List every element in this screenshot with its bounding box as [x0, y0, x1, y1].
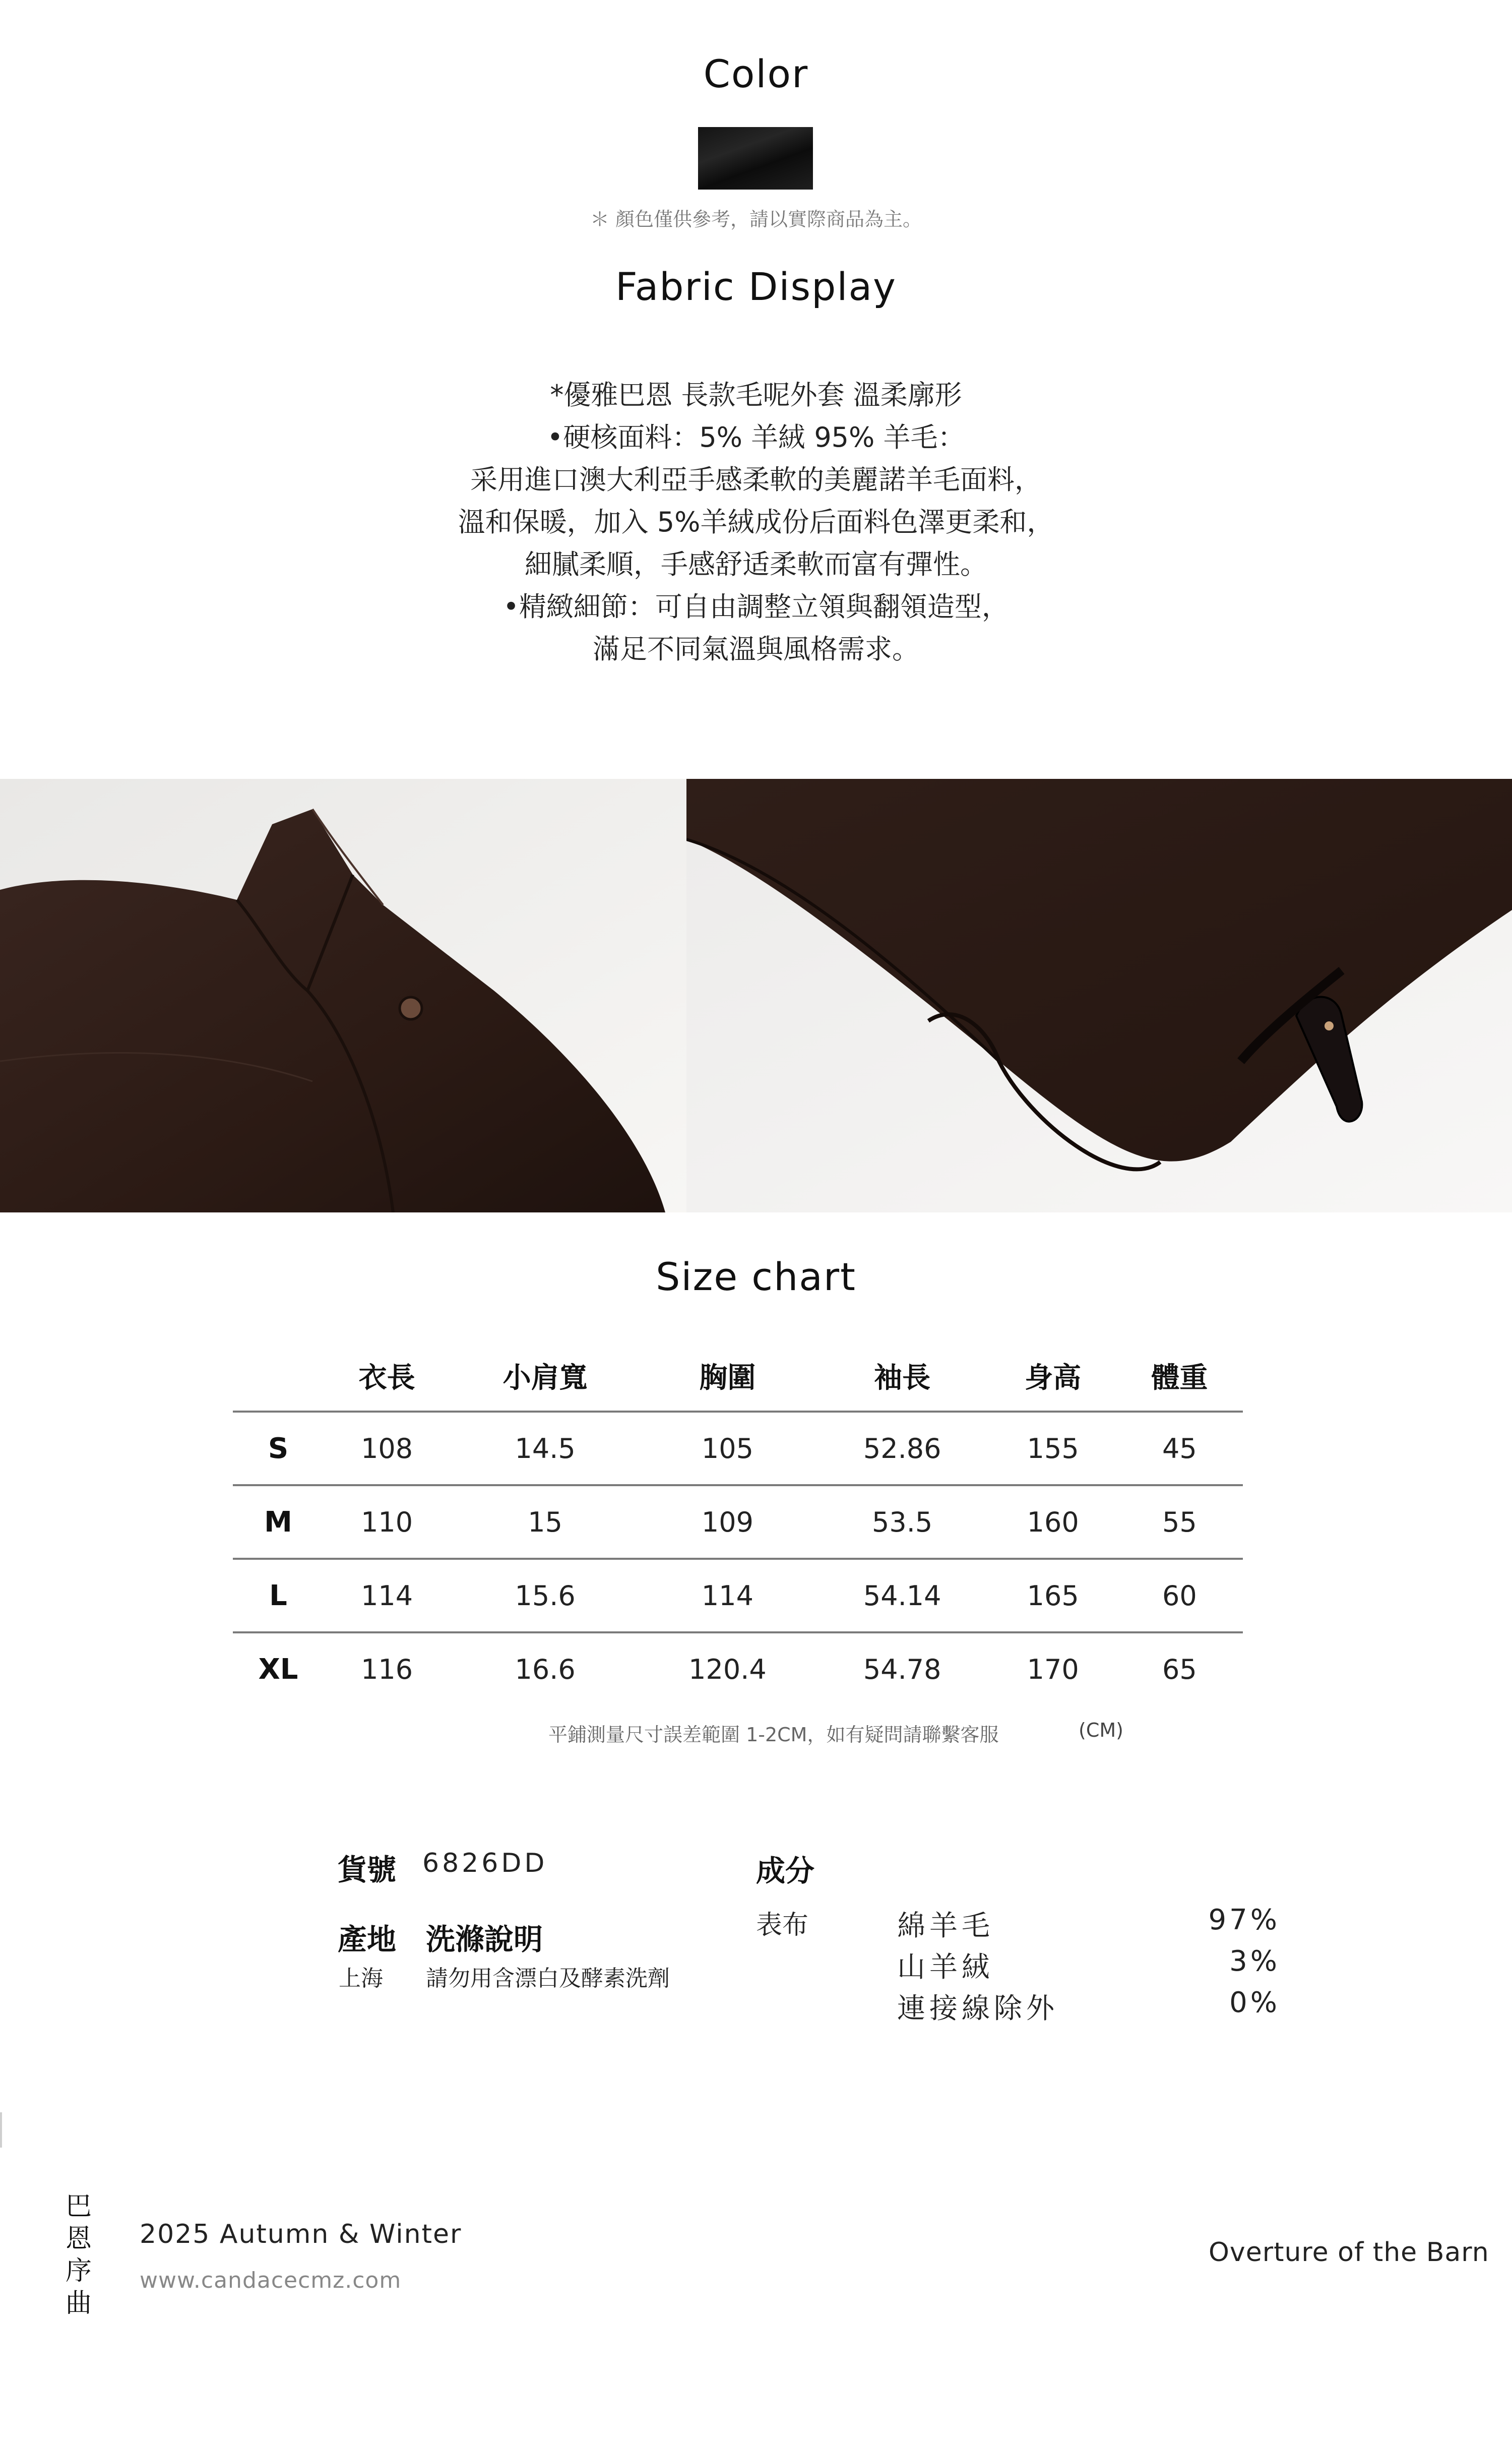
- composition-name: 連接線除外: [897, 1992, 1058, 2025]
- table-cell: 65: [1162, 1653, 1197, 1685]
- table-cell: 45: [1116, 1412, 1243, 1485]
- description-line: 溫和保暖，加入 5%羊絨成份后面料色澤更柔和，: [458, 506, 1054, 538]
- table-cell: 109: [640, 1485, 815, 1559]
- table-cell: 165: [990, 1559, 1116, 1632]
- table-cell: 60: [1116, 1559, 1243, 1632]
- description-line: 細膩柔順，手感舒适柔軟而富有彈性。: [525, 548, 987, 580]
- size-header-sleeve: 袖長: [815, 1341, 990, 1412]
- table-cell: 54.78: [863, 1653, 941, 1685]
- item-no-value: 6826DD: [422, 1848, 548, 1878]
- edge-mark: [0, 2112, 2, 2148]
- table-cell: 114: [640, 1559, 815, 1632]
- size-label: S: [233, 1412, 324, 1485]
- size-header-blank: [233, 1341, 324, 1412]
- size-chart-unit: (CM): [1079, 1719, 1123, 1741]
- table-cell: 14.5: [450, 1412, 640, 1485]
- fabric-title: Fabric Display: [615, 264, 897, 309]
- size-label: L: [233, 1559, 324, 1632]
- table-cell: 53.5: [815, 1485, 990, 1559]
- collection-name: Overture of the Barn: [1209, 2237, 1489, 2268]
- size-header-length: 衣長: [324, 1341, 450, 1412]
- table-cell: 110: [324, 1485, 450, 1559]
- table-cell: 15.6: [450, 1559, 640, 1632]
- brand-char: 巴: [65, 2191, 92, 2222]
- table-cell: 108: [324, 1412, 450, 1485]
- composition-percent: 97%: [1208, 1904, 1280, 1936]
- table-cell: 16.6: [515, 1653, 576, 1685]
- table-cell: 170: [1027, 1653, 1079, 1685]
- fabric-label: 表布: [756, 1910, 809, 1940]
- table-cell: 15: [450, 1485, 640, 1559]
- description-line: *優雅巴恩 長款毛呢外套 溫柔廓形: [550, 379, 962, 411]
- brand-char: 曲: [65, 2288, 92, 2318]
- origin-value: 上海: [339, 1966, 383, 1991]
- fabric-description: [0, 374, 1512, 670]
- composition-name: 綿羊毛: [897, 1910, 994, 1942]
- color-note: ＊ 顏色僅供參考，請以實際商品為主。: [590, 208, 922, 230]
- table-cell: 116: [361, 1653, 413, 1685]
- table-row: [233, 1559, 1243, 1632]
- description-line: •精緻細節：可自由調整立領與翻領造型，: [503, 591, 1009, 623]
- table-cell: 54.14: [815, 1559, 990, 1632]
- brand-char: 恩: [65, 2224, 92, 2254]
- table-row: [233, 1412, 1243, 1485]
- composition-percent: 0%: [1229, 1986, 1280, 2019]
- size-chart-table: [233, 1341, 1243, 1705]
- brand-vertical-text: [64, 2190, 94, 2320]
- color-title: Color: [703, 51, 809, 96]
- size-header-shoulder: 小肩寬: [450, 1341, 640, 1412]
- composition-percent: 3%: [1229, 1945, 1280, 1978]
- season-text: 2025 Autumn & Winter: [140, 2219, 462, 2249]
- composition-label: 成分: [756, 1854, 815, 1888]
- size-chart-note: 平鋪測量尺寸誤差範圍 1-2CM，如有疑問請聯繫客服: [548, 1724, 999, 1746]
- brand-char: 序: [65, 2256, 92, 2286]
- size-chart-title: Size chart: [656, 1254, 856, 1299]
- composition-name: 山羊絨: [897, 1951, 994, 1984]
- table-cell: 155: [990, 1412, 1116, 1485]
- wash-label: 洗滌說明: [426, 1922, 543, 1957]
- table-cell: 114: [324, 1559, 450, 1632]
- description-line: •硬核面料：5% 羊絨 95% 羊毛：: [547, 421, 965, 453]
- description-line: 滿足不同氣溫與風格需求。: [593, 633, 919, 665]
- wash-value: 請勿用含漂白及酵素洗劑: [426, 1966, 670, 1991]
- size-header-chest: 胸圍: [640, 1341, 815, 1412]
- website-link[interactable]: www.candacecmz.com: [140, 2268, 402, 2293]
- table-row: [233, 1632, 1243, 1705]
- collar-detail-photo: [0, 779, 686, 1212]
- color-swatch[interactable]: [698, 127, 813, 190]
- origin-label: 產地: [338, 1922, 397, 1957]
- size-header-weight: 體重: [1116, 1341, 1243, 1412]
- size-label: XL: [258, 1653, 298, 1686]
- description-line: 采用進口澳大利亞手感柔軟的美麗諾羊毛面料，: [470, 464, 1042, 496]
- sleeve-detail-photo: [686, 779, 1512, 1212]
- table-cell: 120.4: [688, 1653, 767, 1685]
- table-cell: 52.86: [815, 1412, 990, 1485]
- table-cell: 105: [640, 1412, 815, 1485]
- size-header-height: 身高: [990, 1341, 1116, 1412]
- table-cell: 55: [1116, 1485, 1243, 1559]
- size-label: M: [233, 1485, 324, 1559]
- table-row: [233, 1485, 1243, 1559]
- table-cell: 160: [990, 1485, 1116, 1559]
- item-no-label: 貨號: [338, 1853, 397, 1887]
